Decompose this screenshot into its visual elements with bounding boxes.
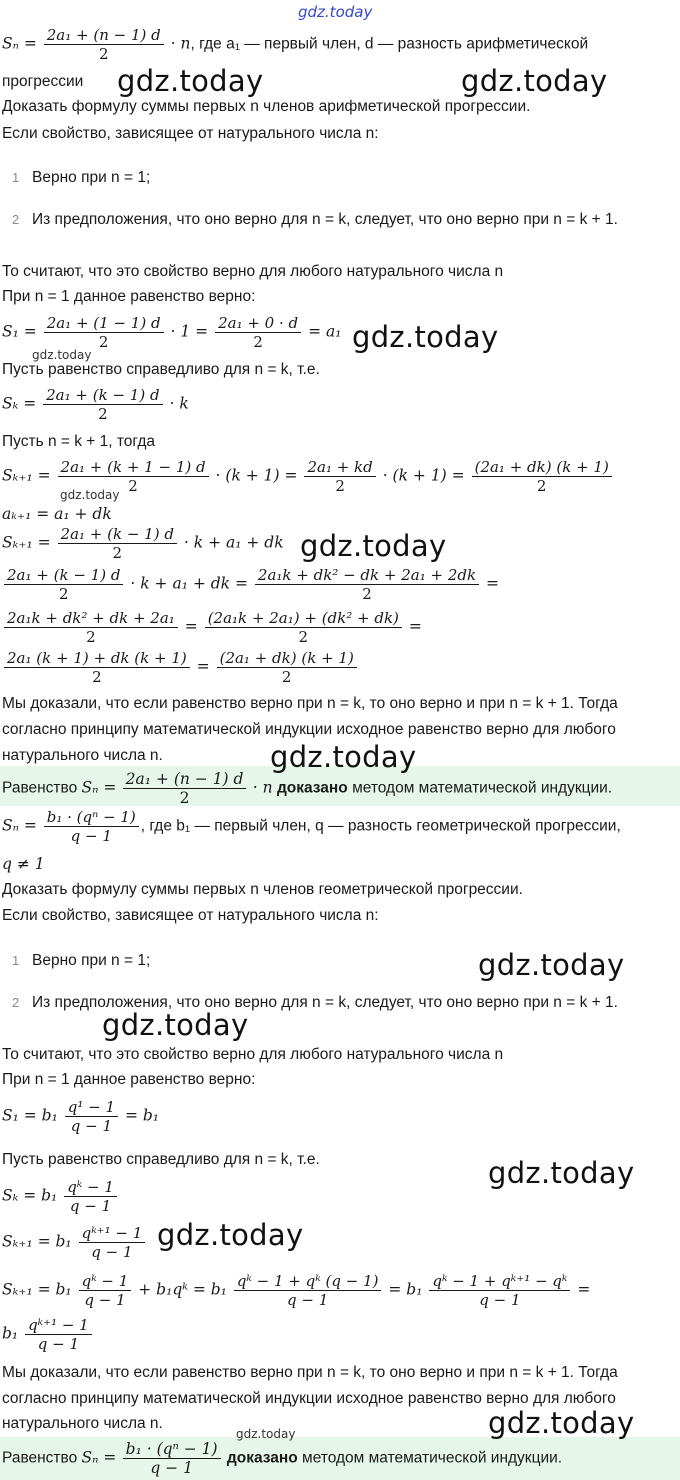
- proved-text: Мы доказали, что если равенство верно при n = k, то оно верно и при n = k + 1. Тогда: [2, 695, 618, 712]
- equation-g-result: b₁ $\frac{\text{qᵏ⁺¹ − 1}}{q - 1}$: [2, 1316, 94, 1353]
- equation-sk: Sₖ = $\frac{\text{2a₁ + (k − 1) d}}{2}$ · k: [2, 386, 189, 423]
- watermark: gdz.today: [488, 1406, 635, 1440]
- def-tail-line: прогрессии: [2, 73, 84, 90]
- equation-line5: $\frac{\text{2a₁k + dk² + dk + 2a₁}}{2}$ = $\frac{\text{(2a₁k + 2a₁) + (dk² + dk)}}{2}$ =: [2, 609, 422, 646]
- proved-text-g: Мы доказали, что если равенство верно при n = k, то оно верно и при n = k + 1. Тогда: [2, 1364, 618, 1381]
- equation-line4: $\frac{\text{2a₁ + (k − 1) d}}{2}$ · k + a₁ + dk = $\frac{\text{2a₁k + dk² − dk + 2a₁ + 2dk}}{2}$ =: [2, 566, 499, 603]
- watermark: gdz.today: [461, 64, 608, 98]
- task-text: Доказать формулу суммы первых n членов арифметической прогрессии.: [2, 98, 531, 115]
- then-text: То считают, что это свойство верно для любого натурального числа n: [2, 263, 504, 280]
- small-watermark: gdz.today: [236, 1427, 296, 1441]
- then-text-2: То считают, что это свойство верно для любого натурального числа n: [2, 1046, 504, 1063]
- equation-sk1: Sₖ₊₁ = $\frac{\text{2a₁ + (k + 1 − 1) d}}{2}$ · (k + 1) = $\frac{\text{2a₁ + kd}}{2}$ · (k + 1) = $\frac{\text{(2a₁ + dk) (k + 1)}}{2}$: [2, 458, 614, 495]
- conclusion-arith: Равенство Sₙ = $\frac{\text{2a₁ + (n − 1) d}}{2}$ · n доказано методом математической индукции.: [2, 770, 613, 807]
- watermark: gdz.today: [488, 1156, 635, 1190]
- watermark: gdz.today: [478, 948, 625, 982]
- conclusion-geom: Равенство Sₙ = $\frac{\text{b₁ · (qⁿ − 1)}}{q - 1}$ доказано методом математической индукции.: [2, 1440, 563, 1477]
- proved-text-g-2: согласно принципу математической индукции исходное равенство верно для любого: [2, 1390, 616, 1407]
- watermark: gdz.today: [157, 1218, 304, 1252]
- equation-line6: $\frac{\text{2a₁ (k + 1) + dk (k + 1)}}{2}$ = $\frac{\text{(2a₁ + dk) (k + 1)}}{2}$: [2, 649, 359, 686]
- watermark: gdz.today: [300, 529, 447, 563]
- let-text: Пусть n = k + 1, тогда: [2, 433, 156, 450]
- equation-ak1: aₖ₊₁ = a₁ + dk: [2, 505, 112, 523]
- proved-text-3: натурального числа n.: [2, 747, 163, 764]
- list-item: 2 Из предположения, что оно верно для n = k, следует, что оно верно при n = k + 1.: [12, 994, 618, 1011]
- equation-g-sk: Sₖ = b₁ $\frac{\text{qᵏ − 1}}{q - 1}$: [2, 1178, 119, 1215]
- list-item: 1 Верно при n = 1;: [12, 952, 151, 969]
- proved-text-2: согласно принципу математической индукции исходное равенство верно для любого: [2, 721, 616, 738]
- at-one-text: При n = 1 данное равенство верно:: [2, 288, 256, 305]
- watermark: gdz.today: [102, 1008, 249, 1042]
- assume-text-2: Пусть равенство справедливо для n = k, т.е.: [2, 1151, 320, 1168]
- equation-s1: S₁ = $\frac{\text{2a₁ + (1 − 1) d}}{2}$ · 1 = $\frac{\text{2a₁ + 0 · d}}{2}$ = a₁: [2, 314, 342, 351]
- if-property-text: Если свойство, зависящее от натурального числа n:: [2, 125, 379, 142]
- small-watermark: gdz.today: [32, 348, 92, 362]
- watermark: gdz.today: [270, 740, 417, 774]
- equation-g-sk1-b: Sₖ₊₁ = b₁ $\frac{\text{qᵏ − 1}}{q - 1}$ + b₁qᵏ = b₁ $\frac{\text{qᵏ − 1 + qᵏ (q − 1)}}{q - 1}$ = b₁ $\frac{\text{qᵏ − 1 + qᵏ⁺¹ − qᵏ}}{q - 1}$ =: [2, 1272, 591, 1309]
- task-text-2: Доказать формулу суммы первых n членов геометрической прогрессии.: [2, 881, 523, 898]
- sum-formula-geom: Sₙ = $\frac{\text{b₁ · (qⁿ − 1)}}{q - 1}$ , где b₁ — первый член, q — разность геометрической прогрессии,: [2, 808, 621, 845]
- list-item: 1 Верно при n = 1;: [12, 169, 151, 186]
- sum-formula-arith: Sₙ = $\frac{\text{2a₁ + (n − 1) d}}{2}$ · n, где a₁ — первый член, d — разность арифметической: [2, 26, 589, 63]
- if-property-text-2: Если свойство, зависящее от натурального числа n:: [2, 907, 379, 924]
- watermark: gdz.today: [117, 64, 264, 98]
- at-one-text-2: При n = 1 данное равенство верно:: [2, 1071, 256, 1088]
- assume-text: Пусть равенство справедливо для n = k, т.е.: [2, 361, 320, 378]
- q-not-one: q ≠ 1: [2, 855, 45, 873]
- equation-g-s1: S₁ = b₁ $\frac{\text{q¹ − 1}}{q - 1}$ = b₁: [2, 1098, 160, 1135]
- equation-sk1-b: Sₖ₊₁ = $\frac{\text{2a₁ + (k − 1) d}}{2}$ · k + a₁ + dk: [2, 525, 284, 562]
- equation-g-sk1: Sₖ₊₁ = b₁ $\frac{\text{qᵏ⁺¹ − 1}}{q - 1}$: [2, 1224, 147, 1261]
- proved-text-g-3: натурального числа n.: [2, 1415, 163, 1432]
- watermark: gdz.today: [352, 320, 499, 354]
- list-item: 2 Из предположения, что оно верно для n = k, следует, что оно верно при n = k + 1.: [12, 211, 618, 228]
- top-watermark: gdz.today: [298, 3, 373, 21]
- small-watermark: gdz.today: [60, 488, 120, 502]
